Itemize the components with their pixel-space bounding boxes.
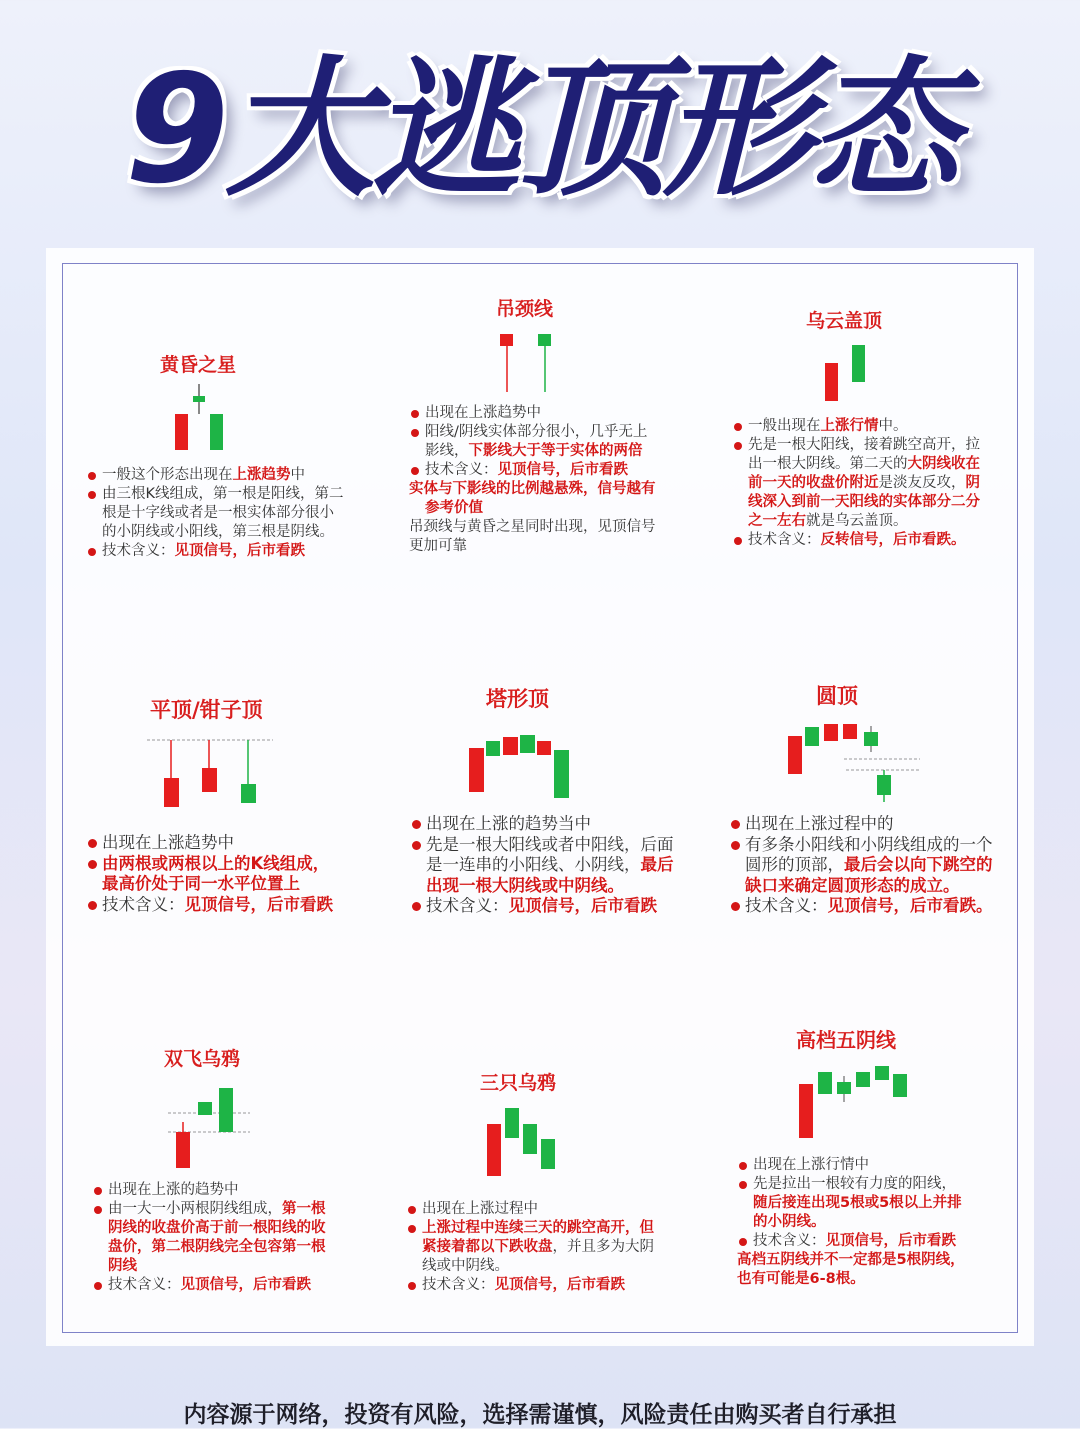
body-text: 一般出现在: [748, 418, 821, 434]
highlight-text: 缺口来确定圆顶形态的成立。: [745, 875, 960, 895]
text-line: [410, 876, 674, 897]
bullet-line: [86, 833, 333, 854]
body-text: 线或中阴线。: [422, 1258, 509, 1274]
text-line: [729, 855, 993, 876]
bull-candle: [843, 724, 857, 739]
highlight-text: 前一天的收盘价附近: [748, 475, 879, 491]
bear-candle: [805, 727, 819, 746]
body-text: 先是拉出一根较有力度的阳线，: [753, 1176, 956, 1192]
highlight-text: 由两根或两根以上的K线组成，: [102, 853, 330, 873]
text-line: [406, 1257, 654, 1276]
body-text: ，并且多为大阴: [552, 1239, 654, 1255]
highlight-text: 下影线大于等于实体的两倍: [468, 443, 643, 459]
text-line: [410, 855, 674, 876]
body-text: 先是一根大阳线或者中阳线，后面: [426, 834, 674, 854]
highlight-text: 反转信号，后市看跌。: [820, 532, 966, 548]
body-text: 技术含义：: [102, 894, 185, 914]
body-text: 是淡友反攻，: [878, 475, 966, 491]
bullet-line: [409, 461, 656, 480]
text-line: [406, 1238, 654, 1257]
bear-candle: [210, 414, 223, 450]
body-text: 由一大一小两根阴线组成，: [108, 1201, 282, 1217]
pattern-description: [86, 833, 333, 915]
bullet-line: [92, 1181, 326, 1200]
body-text: 技术含义：: [753, 1233, 826, 1249]
bull-candle: [537, 741, 551, 755]
text-line: [409, 518, 656, 537]
text-line: [732, 493, 980, 512]
body-text: 技术含义：: [422, 1277, 495, 1293]
highlight-text: 阴: [965, 475, 980, 491]
body-text: 吊颈线与黄昏之星同时出现，见顶信号: [409, 519, 656, 535]
bullet-line: [729, 896, 993, 917]
bear-candle: [856, 1072, 870, 1087]
pattern-description: [86, 466, 344, 561]
highlight-text: 第一根: [282, 1201, 326, 1217]
bull-candle: [176, 1132, 190, 1168]
text-line: [737, 1213, 965, 1232]
highlight-text: 盘价，第二根阴线完全包容第一根: [108, 1239, 326, 1255]
highlight-text: 最高价处于同一水平位置上: [102, 874, 300, 893]
bear-candle: [520, 735, 535, 753]
body-text: 技术含义：: [426, 896, 509, 915]
highlight-text: 实体与下影线的比例越悬殊，信号越有: [409, 481, 656, 497]
bullet-line: [732, 531, 980, 550]
bull-candle: [202, 768, 217, 792]
bear-candle: [505, 1108, 519, 1138]
pattern-description: [737, 1156, 965, 1289]
candlestick-diagram: [820, 340, 880, 406]
pattern-description: [409, 404, 656, 556]
text-line: [86, 523, 344, 542]
body-text: 技术含义：: [748, 532, 821, 548]
pattern-description: [729, 814, 993, 917]
bull-candle: [799, 1084, 813, 1138]
text-line: [732, 512, 980, 531]
highlight-text: 见顶信号，后市看跌。: [827, 896, 993, 915]
body-text: 技术含义：: [425, 462, 498, 478]
body-text: 更加可靠: [409, 538, 467, 554]
bullet-line: [732, 436, 980, 455]
candlestick-diagram: [484, 1104, 564, 1180]
bull-candle: [825, 363, 838, 401]
text-line: [92, 1257, 326, 1276]
highlight-text: 见顶信号，后市看跌: [494, 1277, 625, 1293]
bear-candle: [523, 1124, 537, 1154]
bear-candle: [219, 1088, 233, 1132]
body-text: 阳线/阴线实体部分很小，几乎无上: [425, 424, 648, 440]
body-text: 中: [290, 467, 305, 483]
body-text: 由三根K线组成，第一根是阳线，第二: [102, 486, 344, 502]
highlight-text: 见顶信号，后市看跌: [184, 894, 333, 914]
text-line: [409, 537, 656, 556]
bullet-line: [737, 1156, 965, 1175]
highlight-text: 随后接连出现5根或5根以上并排: [753, 1195, 962, 1211]
text-line: [732, 455, 980, 474]
body-text: 出现在上涨过程中的: [745, 814, 894, 833]
bullet-line: [410, 814, 674, 835]
text-line: [92, 1238, 326, 1257]
bear-candle: [875, 1066, 889, 1080]
bullet-line: [86, 466, 344, 485]
text-line: [737, 1194, 965, 1213]
body-text: 出现在上涨过程中: [422, 1201, 538, 1217]
bullet-line: [410, 835, 674, 856]
candlestick-diagram: [784, 718, 924, 804]
highlight-text: 大阴线收在: [907, 456, 980, 472]
pattern-name: 黄昏之星: [160, 354, 237, 376]
pattern-name: 塔形顶: [486, 687, 549, 711]
pattern-name: 双飞乌鸦: [164, 1048, 241, 1070]
body-text: 先是一根大阳线，接着跳空高开，拉: [748, 437, 980, 453]
bullet-line: [409, 423, 656, 442]
body-text: 出现在上涨行情中: [753, 1157, 869, 1173]
highlight-text: 见顶信号，后市看跌: [174, 543, 305, 559]
page-title: 9大逃顶形态: [124, 43, 956, 217]
body-text: 技术含义：: [108, 1277, 181, 1293]
pattern-name: 三只乌鸦: [480, 1072, 557, 1094]
bullet-line: [92, 1276, 326, 1295]
bullet-line: [737, 1175, 965, 1194]
highlight-text: 也有可能是6-8根。: [737, 1271, 865, 1287]
doji-candle: [193, 396, 205, 402]
body-text: 有多条小阳线和小阴线组成的一个: [745, 834, 993, 854]
highlight-text: 参考价值: [425, 500, 483, 516]
pattern-description: [92, 1181, 326, 1295]
text-line: [732, 474, 980, 493]
body-text: 出一根大阴线。第二天的: [748, 456, 908, 472]
body-text: 就是乌云盖顶。: [806, 513, 908, 529]
highlight-text: 紧接着都以下跌收盘: [422, 1239, 553, 1255]
pattern-name: 圆顶: [816, 684, 858, 708]
candlestick-diagram: [166, 1082, 256, 1174]
highlight-text: 最后: [640, 855, 674, 874]
highlight-text: 的小阴线。: [753, 1214, 826, 1230]
highlight-text: 见顶信号，后市看跌: [497, 462, 628, 478]
text-line: [86, 874, 333, 895]
bullet-line: [86, 542, 344, 561]
text-line: [729, 876, 993, 897]
highlight-text: 最后会以向下跳空的: [844, 855, 993, 874]
text-line: [409, 499, 656, 518]
highlight-text: 上涨行情: [820, 418, 879, 434]
bull-candle: [469, 748, 484, 792]
body-text: 出现在上涨的趋势当中: [426, 814, 591, 833]
highlight-text: 之一左右: [748, 513, 806, 529]
bear-candle: [852, 345, 865, 382]
bear-candle: [241, 784, 256, 803]
bullet-line: [406, 1276, 654, 1295]
highlight-text: 上涨趋势: [232, 467, 291, 483]
bull-candle: [487, 1124, 501, 1176]
body-text: 圆形的顶部，: [745, 855, 844, 874]
bullet-line: [732, 417, 980, 436]
bear-candle: [893, 1074, 907, 1097]
bear-candle: [877, 775, 891, 795]
bull-candle: [500, 334, 513, 346]
text-line: [86, 504, 344, 523]
highlight-text: 见顶信号，后市看跌: [825, 1233, 956, 1249]
text-line: [92, 1219, 326, 1238]
highlight-text: 见顶信号，后市看跌: [180, 1277, 311, 1293]
bear-candle: [554, 750, 569, 798]
highlight-text: 阴线: [108, 1258, 137, 1274]
bull-candle: [164, 778, 179, 807]
bull-candle: [788, 736, 802, 774]
pattern-description: [410, 814, 674, 917]
pattern-name: 吊颈线: [496, 298, 554, 320]
pattern-name: 平顶/钳子顶: [150, 698, 263, 722]
bull-candle: [175, 414, 188, 450]
bullet-line: [410, 896, 674, 917]
body-text: 是一连串的小阳线、小阴线，: [426, 855, 641, 874]
bear-candle: [541, 1139, 555, 1169]
bullet-line: [729, 814, 993, 835]
body-text: 一般这个形态出现在: [102, 467, 233, 483]
text-line: [409, 480, 656, 499]
bear-candle: [486, 741, 500, 756]
body-text: 出现在上涨的趋势中: [108, 1182, 239, 1198]
body-text: 出现在上涨趋势中: [102, 833, 234, 852]
bear-candle: [198, 1102, 212, 1115]
text-line: [409, 442, 656, 461]
highlight-text: 线深入到前一天阳线的实体部分二分: [748, 494, 980, 510]
bullet-line: [86, 854, 333, 875]
pattern-description: [732, 417, 980, 550]
body-text: 中。: [878, 418, 908, 434]
body-text: 技术含义：: [102, 543, 175, 559]
bullet-line: [86, 485, 344, 504]
bull-candle: [503, 737, 518, 755]
bear-candle: [837, 1082, 851, 1094]
highlight-text: 出现一根大阴线或中阴线。: [426, 875, 624, 895]
body-text: 的小阴线或小阳线，第三根是阴线。: [102, 524, 334, 540]
body-text: 影线，: [425, 443, 469, 459]
bullet-line: [92, 1200, 326, 1219]
candlestick-diagram: [466, 732, 576, 804]
text-line: [737, 1251, 965, 1270]
bullet-line: [409, 404, 656, 423]
highlight-text: 见顶信号，后市看跌: [508, 896, 657, 915]
pattern-name: 乌云盖顶: [806, 310, 883, 332]
bear-candle: [864, 732, 878, 746]
bull-candle: [824, 724, 838, 741]
disclaimer: 内容源于网络，投资有风险，选择需谨慎，风险责任由购买者自行承担: [183, 1402, 897, 1428]
pattern-name: 高档五阴线: [796, 1028, 896, 1052]
body-text: 出现在上涨趋势中: [425, 405, 541, 421]
highlight-text: 阴线的收盘价高于前一根阳线的收: [108, 1220, 326, 1236]
candlestick-diagram: [794, 1062, 914, 1142]
candlestick-diagram: [160, 380, 250, 460]
pattern-description: [406, 1200, 654, 1295]
bullet-line: [737, 1232, 965, 1251]
highlight-text: 上涨过程中连续三天的跳空高开，但: [422, 1220, 654, 1236]
text-line: [737, 1270, 965, 1289]
bullet-line: [86, 895, 333, 916]
bear-candle: [538, 334, 551, 346]
bullet-line: [406, 1219, 654, 1238]
highlight-text: 高档五阴线并不一定都是5根阴线，: [737, 1252, 965, 1268]
bullet-line: [729, 835, 993, 856]
candlestick-diagram: [494, 330, 564, 396]
bullet-line: [406, 1200, 654, 1219]
body-text: 技术含义：: [745, 896, 828, 915]
body-text: 根是十字线或者是一根实体部分很小: [102, 505, 334, 521]
bear-candle: [818, 1072, 832, 1094]
candlestick-diagram: [145, 734, 277, 810]
